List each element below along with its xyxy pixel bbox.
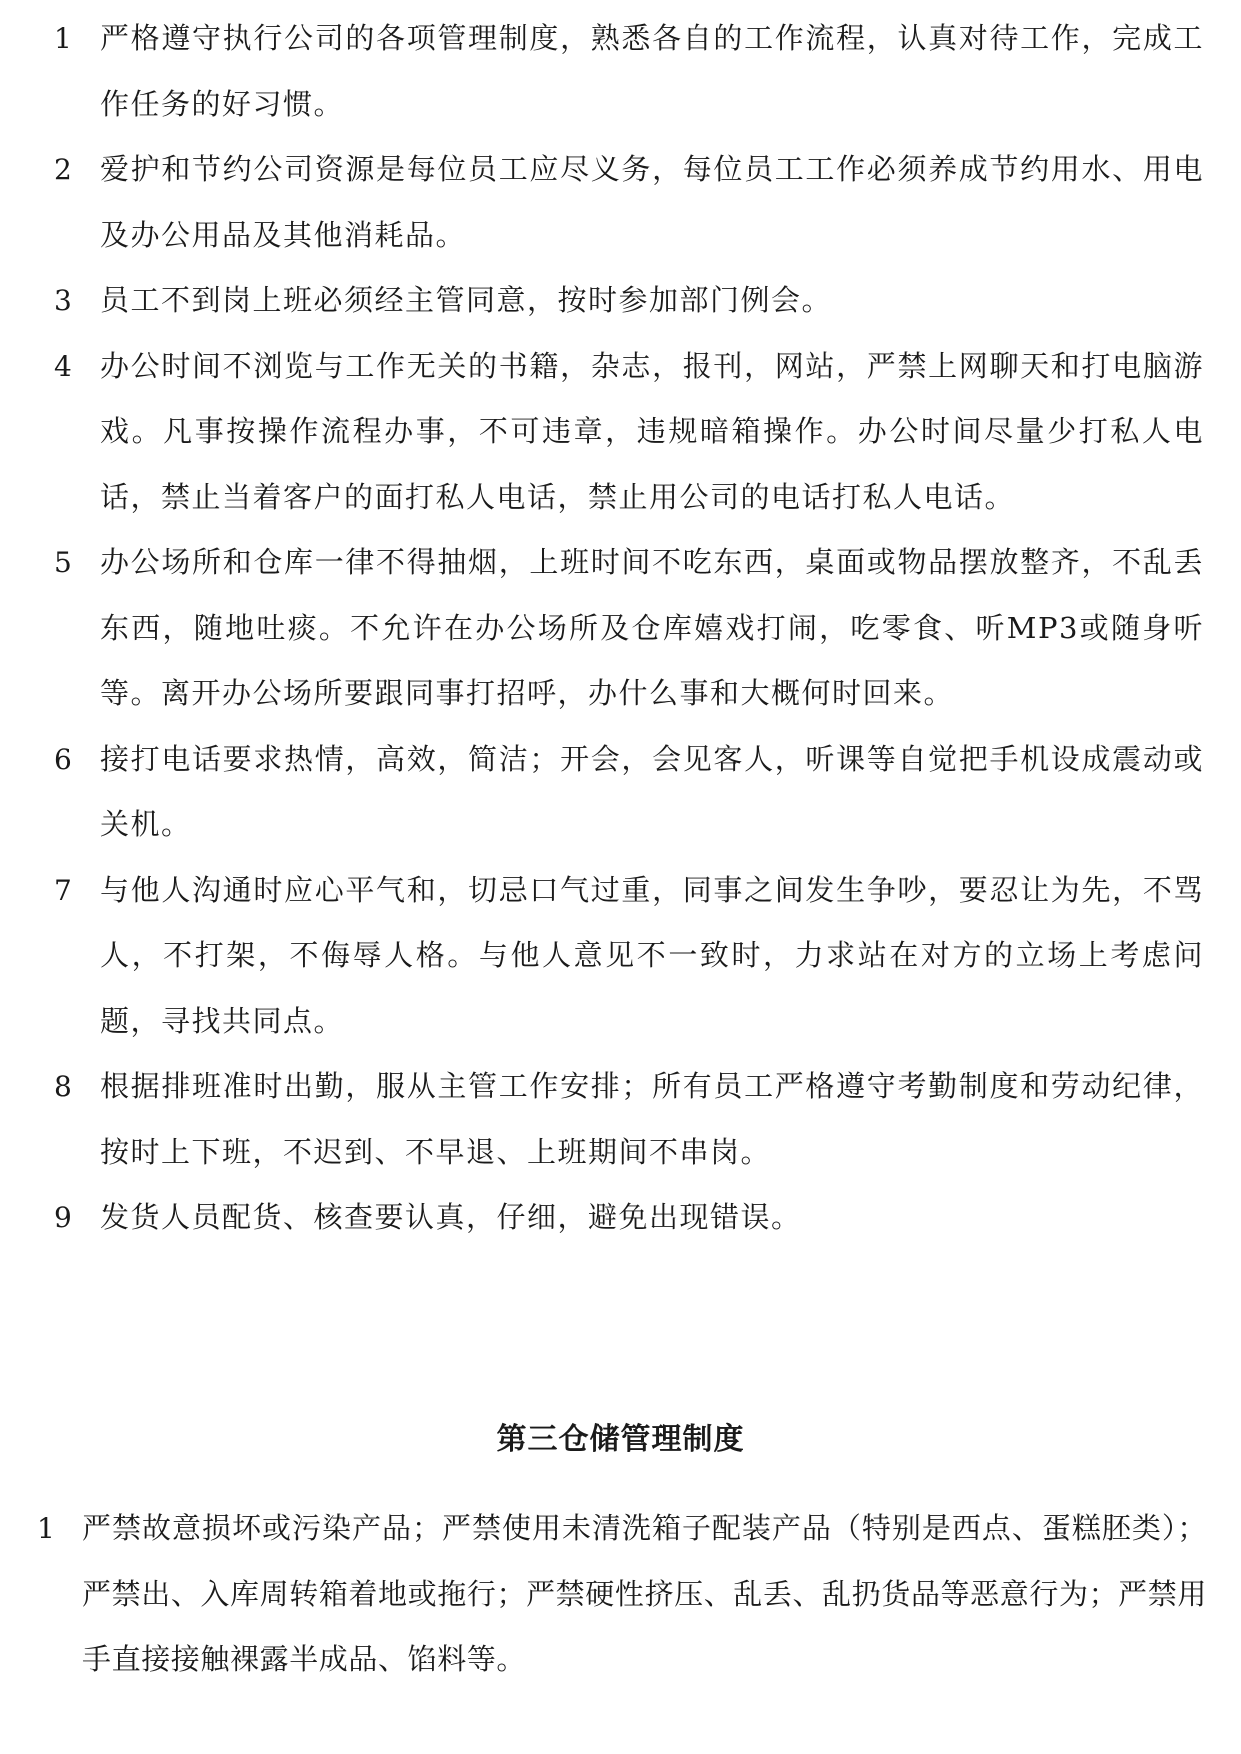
office-rules-list xyxy=(54,6,1204,1251)
item-number: 1 xyxy=(54,22,72,55)
item-number: 4 xyxy=(54,349,72,383)
item-number: 1 xyxy=(37,1512,55,1545)
list-item xyxy=(54,334,1204,531)
item-text: 发货人员配货、核查要认真，仔细，避免出现错误。 xyxy=(100,1200,802,1234)
item-number: 3 xyxy=(54,284,72,317)
item-text: 办公场所和仓库一律不得抽烟，上班时间不吃东西，桌面或物品摆放整齐，不乱丢东西，随地吐痰。不允许在办公场所及仓库嬉戏打闹，吃零食、听MP3或随身听等。离开办公场所要跟同事打招呼，办什么事和大概何时回来。 xyxy=(100,545,1204,710)
section-title: 第三仓储管理制度 xyxy=(496,1422,745,1457)
list-item xyxy=(37,1496,1207,1693)
list-item xyxy=(54,1185,1204,1251)
list-item xyxy=(54,1054,1204,1185)
list-item xyxy=(54,530,1204,727)
list-item xyxy=(54,6,1204,137)
list-item xyxy=(54,858,1204,1055)
item-text: 根据排班准时出勤，服从主管工作安排；所有员工严格遵守考勤制度和劳动纪律，按时上下班，不迟到、不早退、上班期间不串岗。 xyxy=(100,1069,1204,1169)
item-text: 与他人沟通时应心平气和，切忌口气过重，同事之间发生争吵，要忍让为先，不骂人，不打架，不侮辱人格。与他人意见不一致时，力求站在对方的立场上考虑问题，寻找共同点。 xyxy=(100,872,1204,1038)
storage-rules-list xyxy=(37,1496,1207,1693)
list-item xyxy=(54,268,1204,334)
item-text: 员工不到岗上班必须经主管同意，按时参加部门例会。 xyxy=(100,283,833,317)
item-text: 接打电话要求热情，高效，简洁；开会，会见客人，听课等自觉把手机设成震动或关机。 xyxy=(100,741,1204,841)
item-number: 9 xyxy=(54,1201,72,1234)
item-number: 2 xyxy=(54,153,72,186)
item-number: 6 xyxy=(54,742,72,776)
item-text: 严格遵守执行公司的各项管理制度，熟悉各自的工作流程，认真对待工作，完成工作任务的好习惯。 xyxy=(100,21,1204,121)
item-number: 5 xyxy=(54,546,72,579)
item-number: 7 xyxy=(54,873,72,907)
item-text: 办公时间不浏览与工作无关的书籍，杂志，报刊，网站，严禁上网聊天和打电脑游戏。凡事按操作流程办事，不可违章，违规暗箱操作。办公时间尽量少打私人电话，禁止当着客户的面打私人电话，禁止用公司的电话打私人电话。 xyxy=(100,348,1204,514)
list-item xyxy=(54,727,1204,858)
item-text: 严禁故意损坏或污染产品；严禁使用未清洗箱子配装产品（特别是西点、蛋糕胚类）；严禁出、入库周转箱着地或拖行；严禁硬性挤压、乱丢、乱扔货品等恶意行为；严禁用手直接接触裸露半成品、馅料等。 xyxy=(82,1511,1207,1676)
item-text: 爱护和节约公司资源是每位员工应尽义务，每位员工工作必须养成节约用水、用电及办公用品及其他消耗品。 xyxy=(100,152,1204,252)
item-number: 8 xyxy=(54,1070,72,1103)
list-item xyxy=(54,137,1204,268)
